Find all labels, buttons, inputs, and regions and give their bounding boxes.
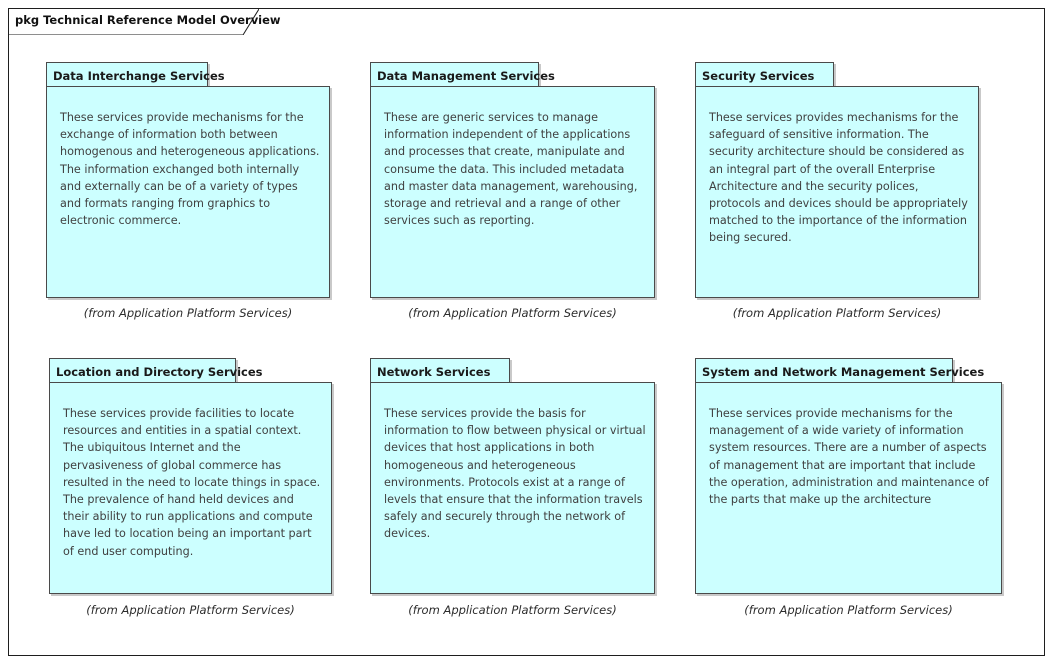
package-body[interactable]	[370, 86, 655, 298]
package-body[interactable]	[370, 382, 655, 594]
package-description: These services provide the basis for information to flow between physical or virtual devices that host applications in both homogeneous and heterogeneous environments. Protocols exist at a range of levels that ensure that the information travels safely and securely through the network of devices.	[384, 407, 646, 541]
package-description: These are generic services to manage information independent of the applications and processes that create, manipulate and consume the data. This included metadata and master data management, warehousing, storage and retrieval and a range of other services such as reporting.	[384, 111, 638, 228]
diagram-title: pkg Technical Reference Model Overview	[15, 13, 281, 27]
package-name: Location and Directory Services	[56, 365, 263, 379]
package-description: These services provide mechanisms for the exchange of information both between homogenous and heterogeneous applications. The information exchanged both internally and externally can be of a variety of types and formats ranging from graphics to electronic commerce.	[60, 111, 320, 228]
package-tab[interactable]	[49, 358, 263, 382]
package-name: Network Services	[377, 365, 491, 379]
package-origin-note: (from Application Platform Services)	[408, 306, 617, 320]
package-body[interactable]	[46, 86, 330, 298]
package-name: Data Management Services	[377, 69, 555, 83]
package-tab[interactable]	[370, 358, 510, 382]
package-description: These services provide mechanisms for the management of a wide variety of information system resources. There are a number of aspects of management that are important that include the operation, administration and maintenance of the parts that make up the architecture	[709, 407, 989, 507]
package-name: Security Services	[702, 69, 815, 83]
package-body[interactable]	[49, 382, 332, 594]
package-name: Data Interchange Services	[53, 69, 225, 83]
package-description: These services provides mechanisms for the safeguard of sensitive information. The security architecture should be considered as an integral part of the overall Enterprise Architecture and the security polices, protocols and devices should be appropriately matched to the importance of the information being secured.	[709, 111, 968, 245]
package-origin-note: (from Application Platform Services)	[86, 603, 295, 617]
package-name: System and Network Management Services	[702, 365, 985, 379]
package-origin-note: (from Application Platform Services)	[83, 306, 293, 320]
package-tab[interactable]	[46, 62, 225, 86]
package-origin-note: (from Application Platform Services)	[732, 306, 942, 320]
package-tab[interactable]	[695, 358, 985, 382]
package-body[interactable]	[695, 382, 1002, 594]
package-origin-note: (from Application Platform Services)	[744, 603, 953, 617]
package-origin-note: (from Application Platform Services)	[408, 603, 617, 617]
package-body[interactable]	[695, 86, 979, 298]
package-tab[interactable]	[695, 62, 834, 86]
package-description: These services provide facilities to locate resources and entities in a spatial context. The ubiquitous Internet and the pervasiveness of global commerce has resulted in the need to locate things in space. The prevalence of hand held devices and their ability to run applications and compute have led to location being an important part of end user computing.	[63, 407, 321, 558]
package-tab[interactable]	[370, 62, 555, 86]
